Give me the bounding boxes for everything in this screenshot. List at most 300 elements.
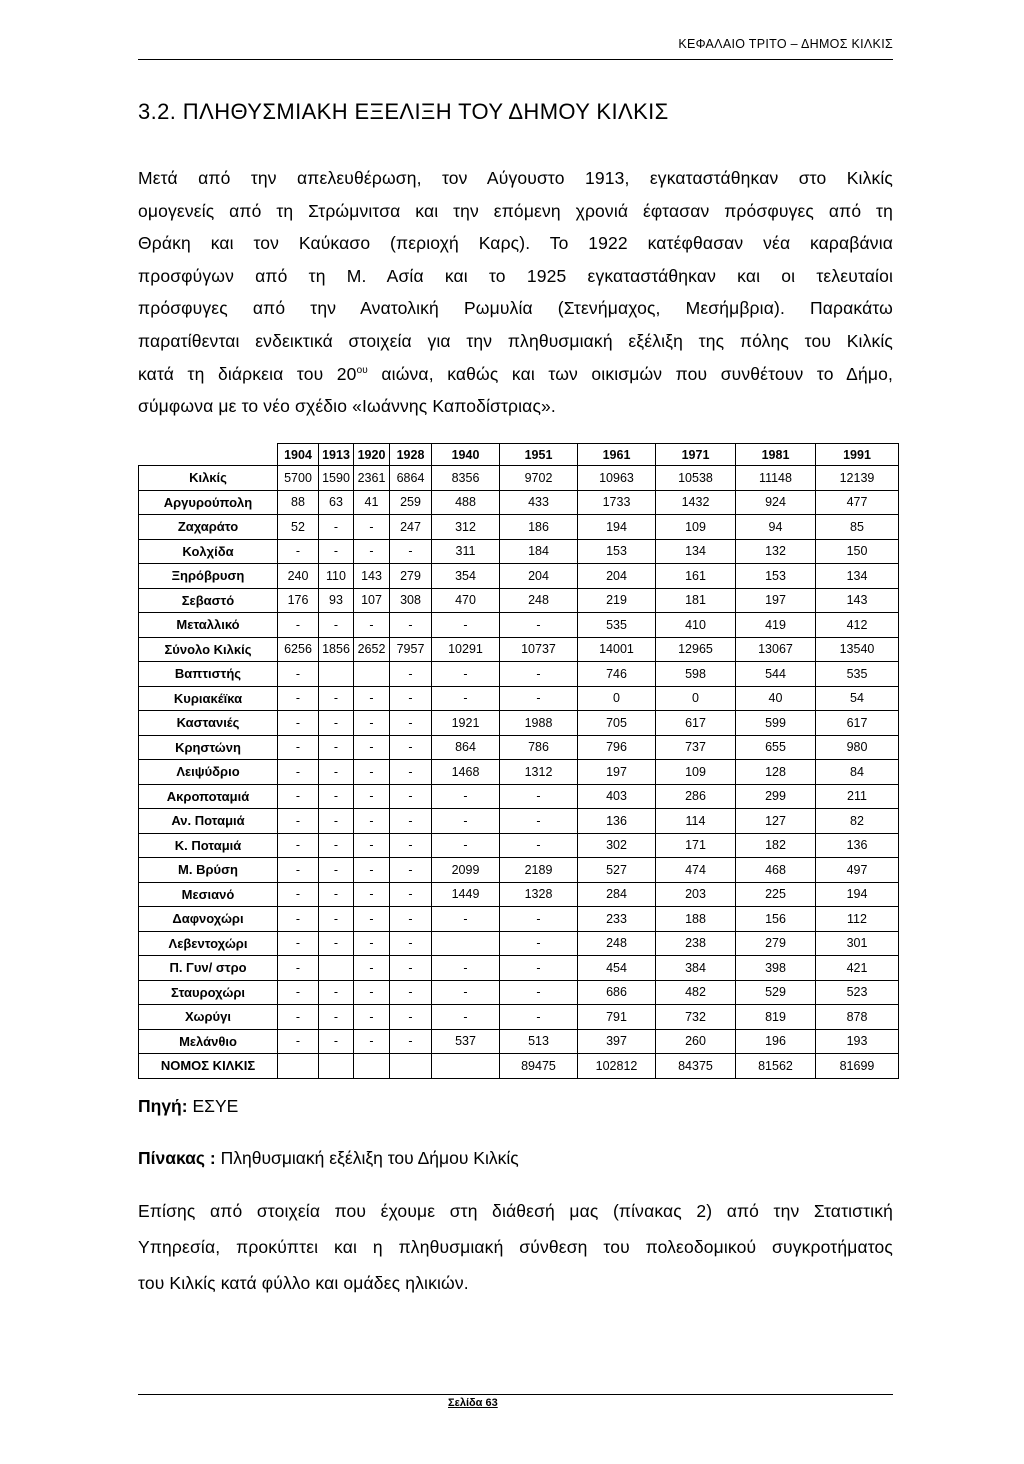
table-cell: - [432,686,500,711]
table-cell: - [278,711,319,736]
table-cell: 247 [390,515,432,540]
table-cell: 924 [736,490,816,515]
table-cell: 82 [816,809,899,834]
table-cell: 1312 [500,760,578,785]
table-cell [319,1054,354,1079]
table-cell: - [390,1005,432,1030]
table-cell: 181 [656,588,736,613]
paragraph-line: Επίσης από στοιχεία που έχουμε στη διάθεσή μας (πίνακας 2) από την Στατιστική [138,1201,893,1221]
table-cell: - [432,1005,500,1030]
table-row [139,784,899,809]
table-cell: 1733 [578,490,656,515]
table-cell: 1590 [319,466,354,491]
table-cell: - [432,956,500,981]
table-cell: 150 [816,539,899,564]
table-cell: 81699 [816,1054,899,1079]
table-body [139,466,899,1079]
row-label: Χωρύγι [139,1005,278,1030]
running-header: ΚΕΦΑΛΑΙΟ ΤΡΙΤΟ – ΔΗΜΟΣ ΚΙΛΚΙΣ [678,37,893,51]
table-cell: 2189 [500,858,578,883]
row-label: Σεβαστό [139,588,278,613]
table-cell: - [500,1005,578,1030]
table-cell: 535 [816,662,899,687]
table-cell: 184 [500,539,578,564]
table-cell: 796 [578,735,656,760]
row-label: Ξηρόβρυση [139,564,278,589]
table-cell: 10291 [432,637,500,662]
table-cell: 535 [578,613,656,638]
table-cell: 1921 [432,711,500,736]
table-cell: - [354,907,390,932]
table-cell: 537 [432,1029,500,1054]
table-cell: - [278,980,319,1005]
table-cell: - [319,784,354,809]
table-cell: 527 [578,858,656,883]
table-cell: - [390,956,432,981]
paragraph-line: Μετά από την απελευθέρωση, τον Αύγουστο 1913, εγκαταστάθηκαν στο Κιλκίς [138,168,893,188]
table-cell: - [278,1029,319,1054]
table-cell: 513 [500,1029,578,1054]
row-label: Δαφνοχώρι [139,907,278,932]
paragraph-line: πρόσφυγες από την Ανατολική Ρωμυλία (Στενήμαχος, Μεσήμβρια). Παρακάτω [138,298,893,319]
table-cell: 419 [736,613,816,638]
table-cell: 655 [736,735,816,760]
table-cell: 248 [578,931,656,956]
table-cell: 94 [736,515,816,540]
table-cell: 238 [656,931,736,956]
table-cell: - [354,613,390,638]
table-row [139,760,899,785]
table-row [139,515,899,540]
table-cell: - [354,711,390,736]
table-cell: 397 [578,1029,656,1054]
table-cell: 109 [656,515,736,540]
column-header-year: 1920 [354,444,390,466]
table-row [139,588,899,613]
table-cell: 153 [736,564,816,589]
table-row [139,490,899,515]
table-cell: 14001 [578,637,656,662]
table-cell: 156 [736,907,816,932]
column-header-year: 1928 [390,444,432,466]
row-label: Π. Γυν/ στρο [139,956,278,981]
table-cell: 203 [656,882,736,907]
table-cell: 1988 [500,711,578,736]
table-cell: 5700 [278,466,319,491]
table-cell: - [354,760,390,785]
table-cell: 2361 [354,466,390,491]
table-cell: - [500,613,578,638]
table-cell: 12965 [656,637,736,662]
table-cell: 308 [390,588,432,613]
table-cell: 2099 [432,858,500,883]
table-cell: 176 [278,588,319,613]
table-cell: 134 [816,564,899,589]
table-cell: 403 [578,784,656,809]
column-header-year: 1981 [736,444,816,466]
column-header-year: 1913 [319,444,354,466]
table-cell: 219 [578,588,656,613]
table-cell: 54 [816,686,899,711]
row-label: Μ. Βρύση [139,858,278,883]
table-cell: 617 [816,711,899,736]
table-cell: 284 [578,882,656,907]
table-cell: 182 [736,833,816,858]
table-cell: 1856 [319,637,354,662]
column-header-year: 1904 [278,444,319,466]
table-cell: 196 [736,1029,816,1054]
table-cell: - [278,882,319,907]
row-label: Κιλκίς [139,466,278,491]
table-cell: 93 [319,588,354,613]
table-cell: - [432,980,500,1005]
table-cell: 10963 [578,466,656,491]
table-cell: - [319,1005,354,1030]
table-cell: - [500,662,578,687]
source-label: Πηγή: [138,1096,188,1116]
table-cell: - [500,980,578,1005]
table-cell: 233 [578,907,656,932]
table-cell: - [278,735,319,760]
table-cell: - [278,833,319,858]
table-cell: 110 [319,564,354,589]
table-row [139,637,899,662]
table-cell: - [319,980,354,1005]
row-label: ΝΟΜΟΣ ΚΙΛΚΙΣ [139,1054,278,1079]
paragraph-line: ομογενείς από τη Στρώμνιτσα και την επόμενη χρονιά έφτασαν πρόσφυγες από τη [138,200,893,221]
caption-text: Πληθυσμιακή εξέλιξη του Δήμου Κιλκίς [220,1148,519,1168]
table-cell: - [390,931,432,956]
table-cell: - [500,833,578,858]
table-row [139,539,899,564]
table-cell: 102812 [578,1054,656,1079]
table-cell: 0 [578,686,656,711]
table-cell: 136 [816,833,899,858]
section-title: 3.2. ΠΛΗΘΥΣΜΙΑΚΗ ΕΞΕΛΙΞΗ ΤΟΥ ΔΗΜΟΥ ΚΙΛΚΙΣ [138,99,669,124]
row-label: Λεβεντοχώρι [139,931,278,956]
table-cell: - [319,931,354,956]
table-cell: - [354,980,390,1005]
closing-paragraph [138,1193,893,1301]
table-cell: - [354,833,390,858]
table-cell: - [432,784,500,809]
table-cell: - [278,784,319,809]
table-cell: 279 [390,564,432,589]
table-cell: - [278,809,319,834]
table-cell [278,1054,319,1079]
column-header-year: 1961 [578,444,656,466]
table-cell: - [390,539,432,564]
table-row [139,956,899,981]
table-cell: - [432,809,500,834]
table-cell: 598 [656,662,736,687]
column-header-year: 1940 [432,444,500,466]
column-header-year: 1971 [656,444,736,466]
column-header-year: 1991 [816,444,899,466]
page-number: Σελίδα 63 [448,1397,498,1409]
table-row [139,980,899,1005]
table-cell: 786 [500,735,578,760]
table-cell: - [390,858,432,883]
table-cell: 474 [656,858,736,883]
table-cell: 354 [432,564,500,589]
paragraph-line: του Κιλκίς κατά φύλλο και ομάδες ηλικιών. [138,1273,469,1293]
table-cell: - [432,613,500,638]
table-cell: 193 [816,1029,899,1054]
paragraph-line: προσφύγων από τη Μ. Ασία και το 1925 εγκαταστάθηκαν και οι τελευταίοι [138,265,893,286]
table-cell: 482 [656,980,736,1005]
table-cell: 171 [656,833,736,858]
table-cell: - [354,858,390,883]
table-cell: - [390,809,432,834]
table-cell: 737 [656,735,736,760]
table-cell: 7957 [390,637,432,662]
table-cell: 878 [816,1005,899,1030]
table-row [139,564,899,589]
table-cell: 88 [278,490,319,515]
table-cell: 114 [656,809,736,834]
table-row [139,1054,899,1079]
table-cell: 544 [736,662,816,687]
table-cell: 109 [656,760,736,785]
table-cell: - [500,784,578,809]
table-cell: 12139 [816,466,899,491]
table-cell: 599 [736,711,816,736]
table-cell: - [278,539,319,564]
table-row [139,882,899,907]
table-cell: - [319,515,354,540]
row-label: Ακροποταμιά [139,784,278,809]
table-cell: - [278,931,319,956]
table-cell: 2652 [354,637,390,662]
table-cell: - [354,882,390,907]
table-cell: 194 [816,882,899,907]
table-cell: - [354,1005,390,1030]
table-cell: - [319,613,354,638]
table-cell: 864 [432,735,500,760]
table-cell: 204 [578,564,656,589]
table-cell: 10737 [500,637,578,662]
table-row [139,711,899,736]
table-cell: 248 [500,588,578,613]
table-cell: - [319,882,354,907]
table-cell: 107 [354,588,390,613]
table-cell: - [278,760,319,785]
table-cell: - [354,539,390,564]
row-label: Μεταλλικό [139,613,278,638]
table-cell: - [319,760,354,785]
table-cell: 11148 [736,466,816,491]
table-cell: 732 [656,1005,736,1030]
table-cell: 13067 [736,637,816,662]
table-cell: - [319,907,354,932]
table-cell: - [278,662,319,687]
table-cell: 1468 [432,760,500,785]
table-row [139,735,899,760]
table-cell: - [390,1029,432,1054]
table-cell: 260 [656,1029,736,1054]
table-cell: 617 [656,711,736,736]
table-cell: - [319,686,354,711]
table-cell: 89475 [500,1054,578,1079]
table-cell [432,931,500,956]
table-cell: 81562 [736,1054,816,1079]
table-cell: 85 [816,515,899,540]
table-cell: 746 [578,662,656,687]
table-cell: - [390,760,432,785]
table-cell: 286 [656,784,736,809]
table-cell: - [390,711,432,736]
row-label: Κρηστώνη [139,735,278,760]
row-label: Αργυρούπολη [139,490,278,515]
table-cell: 686 [578,980,656,1005]
column-header-year: 1951 [500,444,578,466]
table-cell: - [500,907,578,932]
century-text-after: αιώνα, καθώς και των οικισμών που συνθέτουν το Δήμο, [367,363,893,384]
table-cell [432,1054,500,1079]
table-row [139,1005,899,1030]
table-cell: - [390,613,432,638]
table-cell: - [278,1005,319,1030]
table-cell: 301 [816,931,899,956]
table-cell [354,662,390,687]
table-cell: 132 [736,539,816,564]
table-cell: - [390,686,432,711]
table-cell: - [354,931,390,956]
table-cell: 497 [816,858,899,883]
table-cell: 477 [816,490,899,515]
table-cell: 143 [354,564,390,589]
table-cell: 13540 [816,637,899,662]
table-cell: - [278,686,319,711]
table-row [139,662,899,687]
paragraph-line: σύμφωνα με το νέο σχέδιο «Ιωάννης Καποδίστριας». [138,396,556,417]
table-cell: 980 [816,735,899,760]
table-cell: 1432 [656,490,736,515]
table-cell: - [432,833,500,858]
paragraph-line: Θράκη και τον Καύκασο (περιοχή Καρς). Το 1922 κατέφθασαν νέα καραβάνια [138,233,893,254]
table-cell [354,1054,390,1079]
row-label: Καστανιές [139,711,278,736]
table-cell: 398 [736,956,816,981]
header-rule [138,59,893,60]
row-label: Βαπτιστής [139,662,278,687]
paragraph-line [138,358,893,391]
table-caption [138,1148,519,1169]
table-cell: - [390,833,432,858]
table-cell [319,662,354,687]
paragraph-line: παρατίθενται ενδεικτικά στοιχεία για την πληθυσμιακή εξέλιξη της πόλης του Κιλκίς [138,330,893,351]
table-cell: - [319,539,354,564]
table-cell: 384 [656,956,736,981]
table-cell: 1449 [432,882,500,907]
source-value: ΕΣΥΕ [192,1096,239,1116]
table-cell: 127 [736,809,816,834]
row-label: Μελάνθιο [139,1029,278,1054]
table-cell: - [319,711,354,736]
table-row [139,809,899,834]
table-row [139,858,899,883]
table-cell: - [354,809,390,834]
table-cell: - [319,1029,354,1054]
row-label: Ζαχαράτο [139,515,278,540]
table-row [139,613,899,638]
table-cell: - [390,980,432,1005]
table-cell: - [278,907,319,932]
table-cell: 112 [816,907,899,932]
table-cell: - [500,809,578,834]
table-cell: 6864 [390,466,432,491]
table-corner-cell [139,444,278,466]
table-cell [390,1054,432,1079]
table-cell: 311 [432,539,500,564]
table-cell: - [390,662,432,687]
table-cell: 8356 [432,466,500,491]
table-cell: - [354,686,390,711]
table-cell: - [354,735,390,760]
population-table [138,443,899,1079]
table-cell: 421 [816,956,899,981]
intro-paragraph [138,162,893,423]
table-cell: - [319,858,354,883]
table-cell: 488 [432,490,500,515]
row-label: Αν. Ποταμιά [139,809,278,834]
table-cell [319,956,354,981]
row-label: Κ. Ποταμιά [139,833,278,858]
table-row [139,833,899,858]
table-cell: 197 [578,760,656,785]
table-cell: 52 [278,515,319,540]
table-cell: 10538 [656,466,736,491]
table-cell: 529 [736,980,816,1005]
table-cell: 819 [736,1005,816,1030]
caption-label: Πίνακας : [138,1148,216,1168]
table-cell: 153 [578,539,656,564]
table-cell: 468 [736,858,816,883]
table-cell: 1328 [500,882,578,907]
table-cell: - [354,956,390,981]
table-cell: 523 [816,980,899,1005]
table-cell: 40 [736,686,816,711]
row-label: Λειψύδριο [139,760,278,785]
table-cell: 143 [816,588,899,613]
table-cell: 63 [319,490,354,515]
table-cell: 433 [500,490,578,515]
table-cell: - [354,784,390,809]
table-cell: 470 [432,588,500,613]
table-cell: 259 [390,490,432,515]
table-cell: - [390,907,432,932]
table-cell: 240 [278,564,319,589]
table-cell: 9702 [500,466,578,491]
table-row [139,466,899,491]
row-label: Σύνολο Κιλκίς [139,637,278,662]
table-cell: - [278,858,319,883]
table-cell: - [319,833,354,858]
row-label: Μεσιανό [139,882,278,907]
table-cell: - [390,784,432,809]
table-cell: 312 [432,515,500,540]
century-text-before: κατά τη διάρκεια του 20 [138,363,357,384]
table-cell: 186 [500,515,578,540]
table-cell: 188 [656,907,736,932]
table-cell: 197 [736,588,816,613]
table-cell: - [500,686,578,711]
table-cell: 0 [656,686,736,711]
table-cell: - [500,931,578,956]
table-cell: 279 [736,931,816,956]
table-cell: 204 [500,564,578,589]
